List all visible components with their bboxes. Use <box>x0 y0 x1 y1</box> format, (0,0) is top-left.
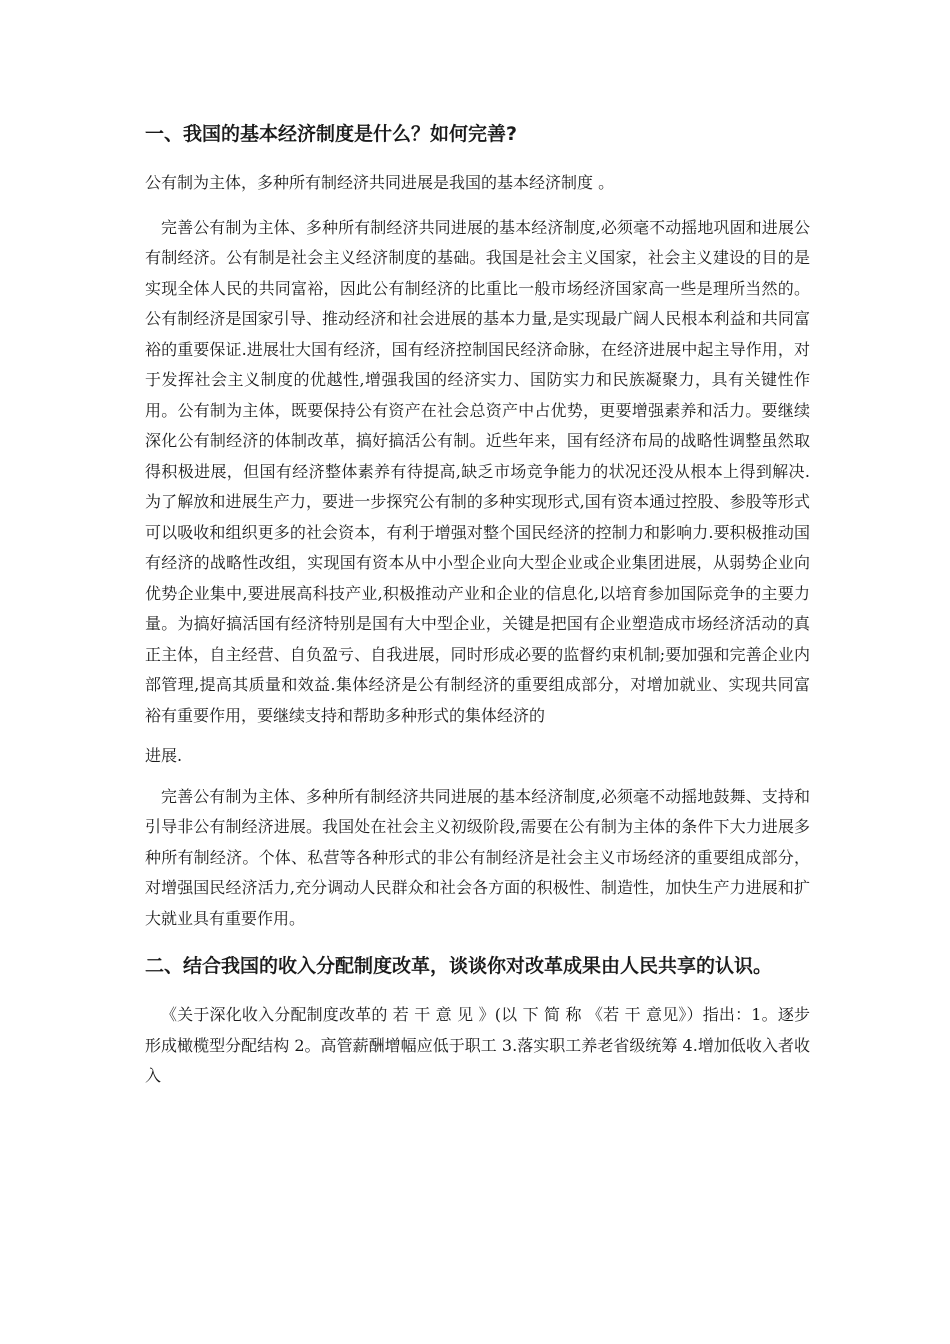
section-1-paragraph-2: 完善公有制为主体、多种所有制经济共同进展的基本经济制度,必须毫不动摇地鼓舞、支持和引导非公有制经济进展。我国处在社会主义初级阶段,需要在公有制为主体的条件下大力进展多种所有制经济。个体、私营等各种形式的非公有制经济是社会主义市场经济的重要组成部分，对增强国民经济活力,充分调动人民群众和社会各方面的积极性、制造性，加快生产力进展和扩大就业具有重要作用。 <box>145 786 810 928</box>
section-1-paragraph-1: 完善公有制为主体、多种所有制经济共同进展的基本经济制度,必须毫不动摇地巩固和进展公有制经济。公有制是社会主义经济制度的基础。我国是社会主义国家，社会主义建设的目的是实现全体人民的共同富裕，因此公有制经济的比重比一般市场经济国家高一些是理所当然的。公有制经济是国家引导、推动经济和社会进展的基本力量,是实现最广阔人民根本利益和共同富裕的重要保证.进展壮大国有经济，国有经济控制国民经济命脉，在经济进展中起主导作用，对于发挥社会主义制度的优越性,增强我国的经济实力、国防实力和民族凝聚力，具有关键性作用。公有制为主体，既要保持公有资产在社会总资产中占优势，更要增强素养和活力。要继续深化公有制经济的体制改革，搞好搞活公有制。近些年来，国有经济布局的战略性调整虽然取得积极进展，但国有经济整体素养有待提高,缺乏市场竞争能力的状况还没从根本上得到解决.为了解放和进展生产力，要进一步探究公有制的多种实现形式,国有资本通过控股、参股等形式可以吸收和组织更多的社会资本，有利于增强对整个国民经济的控制力和影响力.要积极推动国有经济的战略性改组，实现国有资本从中小型企业向大型企业或企业集团进展，从弱势企业向优势企业集中,要进展高科技产业,积极推动产业和企业的信息化,以培育参加国际竞争的主要力量。为搞好搞活国有经济特别是国有大中型企业，关键是把国有企业塑造成市场经济活动的真正主体，自主经营、自负盈亏、自我进展，同时形成必要的监督约束机制;要加强和完善企业内部管理,提高其质量和效益.集体经济是公有制经济的重要组成部分，对增加就业、实现共同富裕有重要作用，要继续支持和帮助多种形式的集体经济的 <box>145 217 810 725</box>
section-1-heading: 一、我国的基本经济制度是什么？如何完善? <box>145 123 518 145</box>
section-2-heading: 二、结合我国的收入分配制度改革，谈谈你对改革成果由人民共享的认识。 <box>145 955 773 977</box>
section-1-intro: 公有制为主体，多种所有制经济共同进展是我国的基本经济制度 。 <box>145 173 615 192</box>
document-body <box>145 118 810 1102</box>
section-2-paragraph-1: 《关于深化收入分配制度改革的 若 干 意 见 》(以 下 简 称 《若 干 意见》）指出：1。逐步形成橄榄型分配结构 2。高管薪酬增幅应低于职工 3.落实职工养老省级统筹 4.增加低收入者收入 <box>145 1005 810 1085</box>
section-1-paragraph-1-tail: 进展. <box>145 746 183 765</box>
